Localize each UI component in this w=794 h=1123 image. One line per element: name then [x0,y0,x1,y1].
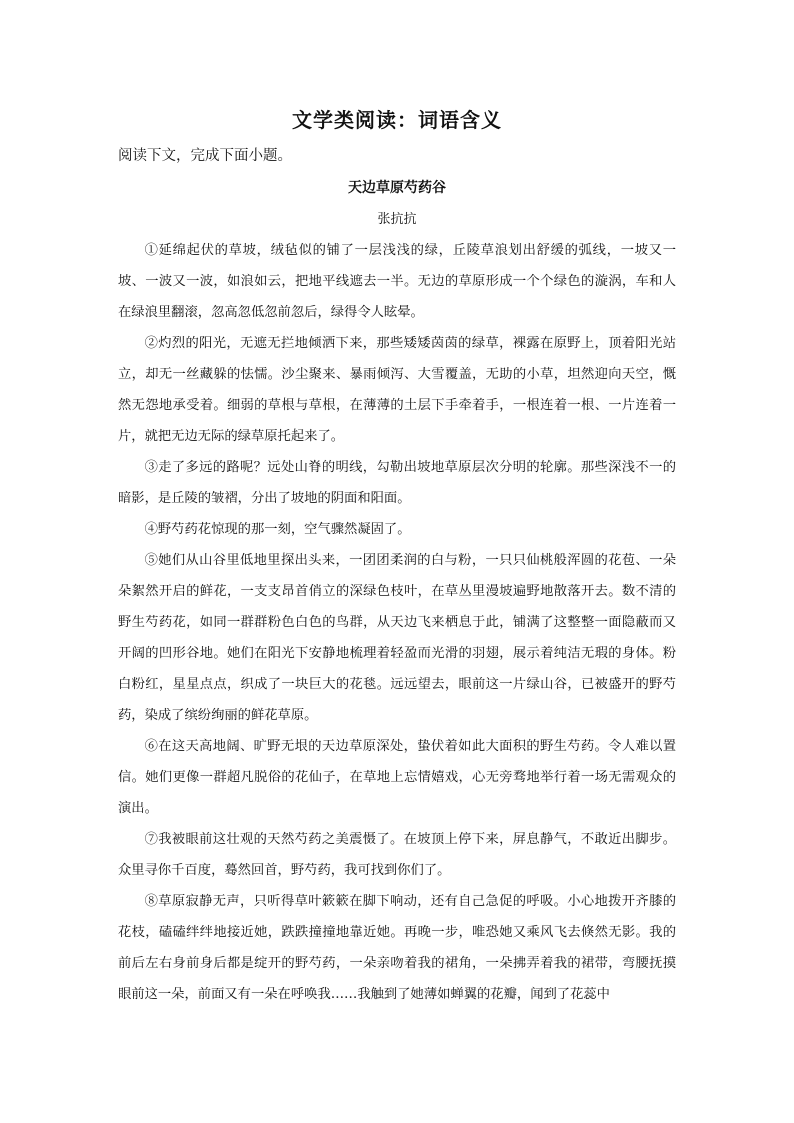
paragraph-1: ①延绵起伏的草坡，绒毡似的铺了一层浅浅的绿，丘陵草浪划出舒缓的弧线，一坡又一坡、一波又一波，如浪如云，把地平线遮去一半。无边的草原形成一个个绿色的漩涡，车和人在绿浪里翻滚，忽高忽低忽前忽后，绿得令人眩晕。 [118,243,676,320]
article-body [118,235,676,1010]
instruction-text: 阅读下文，完成下面小题。 [118,148,292,164]
article-author: 张抗抗 [377,212,417,227]
paragraph-3: ③走了多远的路呢？远处山脊的明线，勾勒出坡地草原层次分明的轮廓。那些深浅不一的暗影，是丘陵的皱褶，分出了坡地的阴面和阳面。 [118,460,676,506]
paragraph-7: ⑦我被眼前这壮观的天然芍药之美震慑了。在坡顶上停下来，屏息静气，不敢近出脚步。众里寻你千百度，蓦然回首，野芍药，我可找到你们了。 [118,832,676,878]
paragraph-2: ②灼烈的阳光，无遮无拦地倾洒下来，那些矮矮茵茵的绿草，裸露在原野上，顶着阳光站立，却无一丝藏躲的怯懦。沙尘聚来、暴雨倾泻、大雪覆盖，无助的小草，坦然迎向天空，慨然无怨地承受着。细弱的草根与草根，在薄薄的土层下手牵着手，一根连着一根、一片连着一片，就把无边无际的绿草原托起来了。 [118,336,676,444]
document-title: 文学类阅读：词语含义 [292,108,502,132]
paragraph-8: ⑧草原寂静无声，只听得草叶簌簌在脚下响动，还有自己急促的呼吸。小心地拨开齐膝的花枝，磕磕绊绊地接近她，跌跌撞撞地靠近她。再晚一步，唯恐她又乘风飞去倏然无影。我的前后左右身前身后都是绽开的野芍药，一朵亲吻着我的裙角，一朵拂弄着我的裙带，弯腰抚摸眼前这一朵，前面又有一朵在呼唤我……我触到了她薄如蝉翼的花瓣，闻到了花蕊中 [118,894,676,1002]
paragraph-5: ⑤她们从山谷里低地里探出头来，一团团柔润的白与粉，一只只仙桃般浑圆的花苞、一朵朵絮然开启的鲜花，一支支昂首俏立的深绿色枝叶，在草丛里漫坡遍野地散落开去。数不清的野生芍药花，如同一群群粉色白色的鸟群，从天边飞来栖息于此，铺满了这整整一面隐蔽而又开阔的凹形谷地。她们在阳光下安静地梳理着轻盈而光滑的羽翅，展示着纯洁无瑕的身体。粉白粉红，星星点点，织成了一块巨大的花毯。远远望去，眼前这一片绿山谷，已被盛开的野芍药，染成了缤纷绚丽的鲜花草原。 [118,553,676,723]
paragraph-4: ④野芍药花惊现的那一刻，空气骤然凝固了。 [144,522,411,537]
article-title: 天边草原芍药谷 [348,180,446,196]
paragraph-6: ⑥在这天高地阔、旷野无垠的天边草原深处，蛰伏着如此大面积的野生芍药。令人难以置信。她们更像一群超凡脱俗的花仙子，在草地上忘情嬉戏，心无旁骛地举行着一场无需观众的演出。 [118,739,676,816]
